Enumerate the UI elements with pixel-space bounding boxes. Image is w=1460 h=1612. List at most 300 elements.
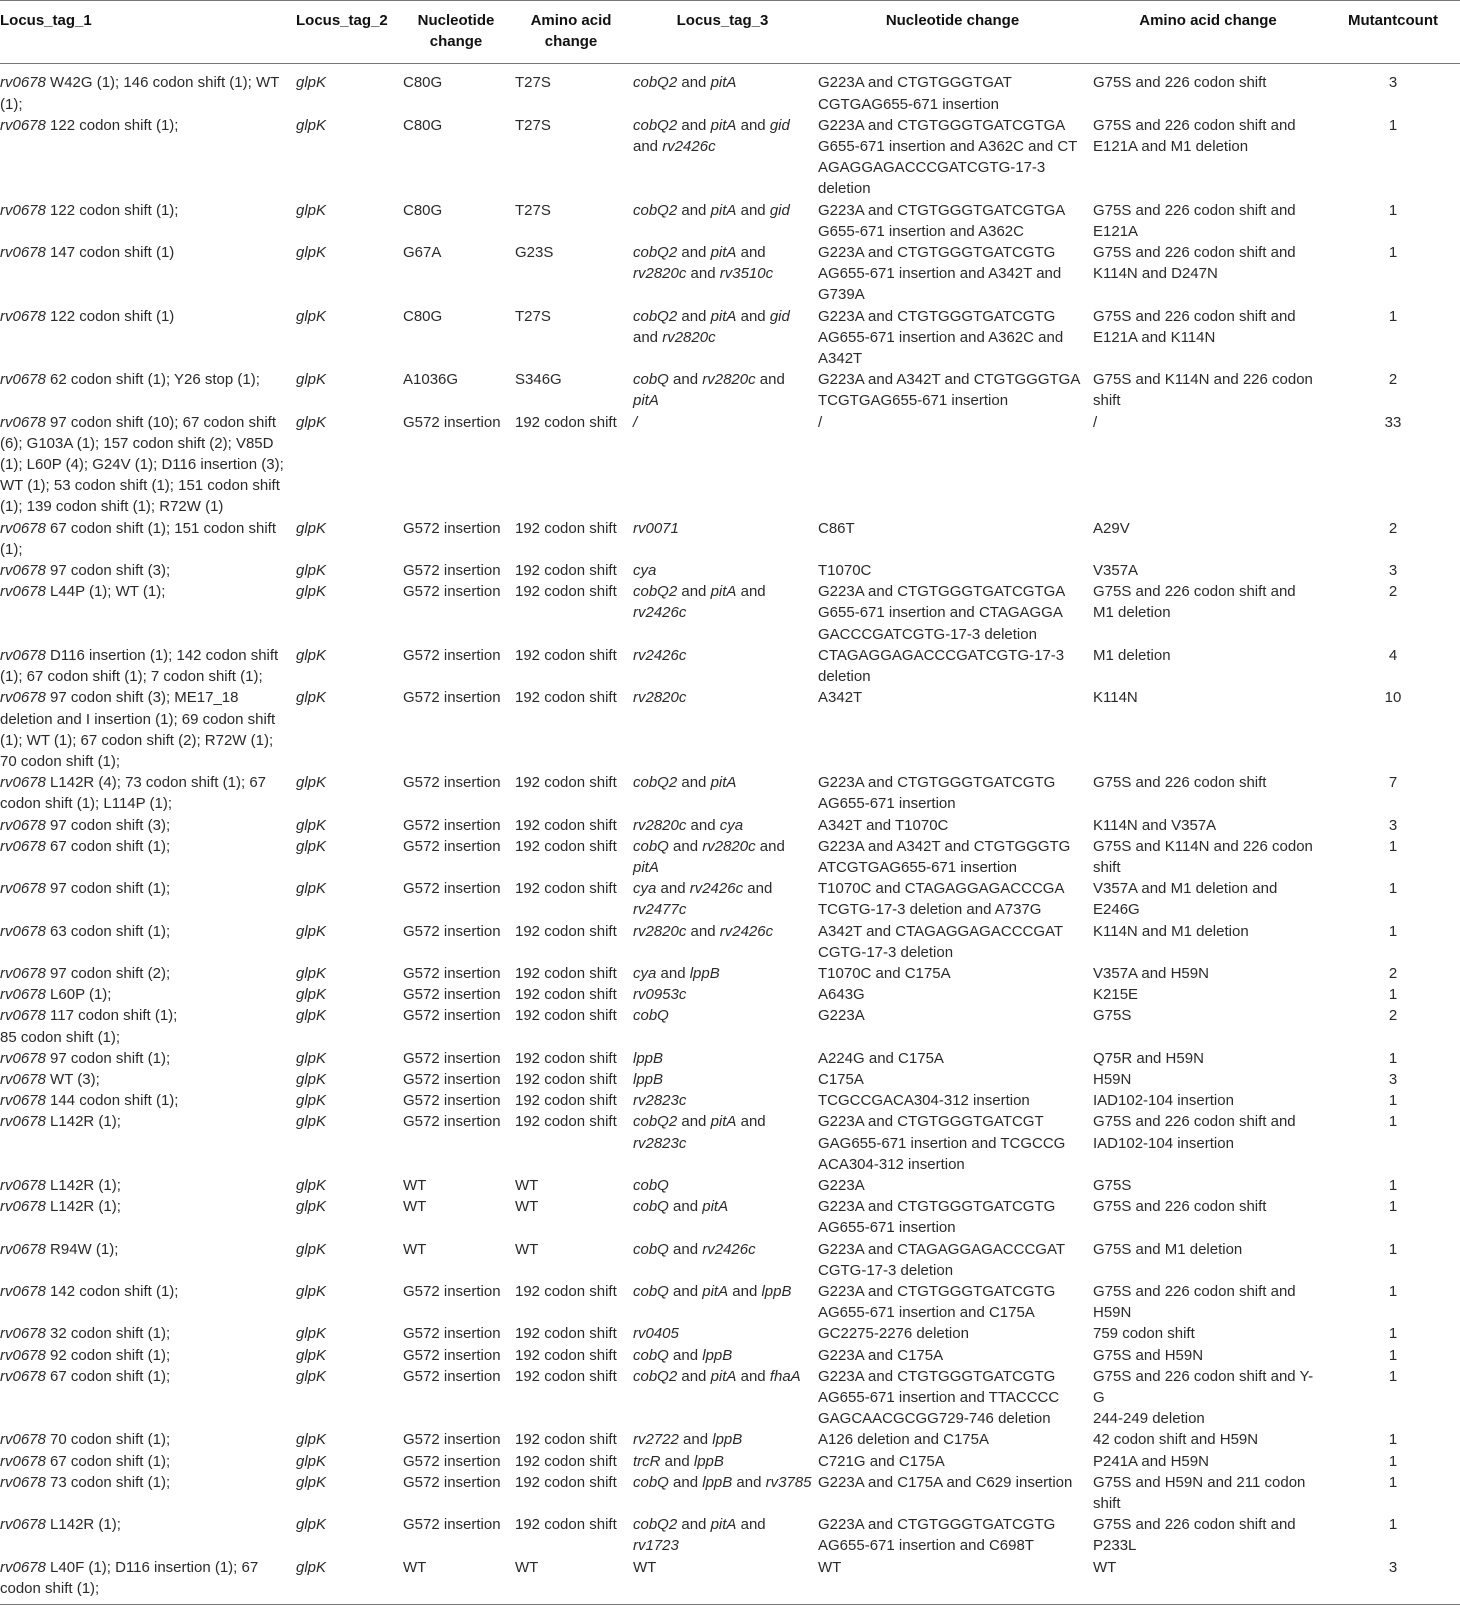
nucleotide-change-2-cell: G223A and A342T and CTGTGGGTGA TCGTGAG655-671 insertion — [818, 371, 1081, 410]
nucleotide-change-1-cell: G572 insertion — [403, 1282, 501, 1300]
nucleotide-change-2-cell: C721G and C175A — [818, 1452, 945, 1470]
locus-tag-3-cell — [630, 1323, 815, 1344]
table-body — [0, 64, 1460, 1605]
mutant-count-cell: 2 — [1388, 964, 1398, 982]
locus-tag-2-cell — [290, 963, 400, 984]
nucleotide-change-2-cell: A342T — [818, 689, 863, 707]
amino-acid-change-2-cell: V357A and H59N — [1093, 964, 1209, 982]
locus-tag-2-cell — [290, 412, 400, 518]
table-row — [0, 306, 1460, 370]
gene-name: cya — [633, 562, 657, 580]
nucleotide-change-2-cell: G223A — [818, 1176, 865, 1194]
gene-name: rv0678 — [0, 562, 46, 580]
nucleotide-change-2-cell: T1070C and CTAGAGGAGACCCGA TCGTG-17-3 deletion and A737G — [818, 880, 1065, 919]
amino-acid-change-1-cell: 192 codon shift — [515, 1452, 617, 1470]
table-row — [0, 1323, 1460, 1344]
gene-name: rv2426c — [633, 604, 687, 622]
conjunction: and — [656, 964, 690, 982]
nucleotide-change-1-cell: G572 insertion — [403, 922, 501, 940]
locus-tag-3-cell — [630, 306, 815, 370]
locus-tag-3-cell — [630, 581, 815, 645]
locus-tag-2-cell — [290, 878, 400, 920]
gene-name: rv2426c — [633, 646, 687, 664]
locus-tag-1-cell — [0, 921, 290, 963]
nucleotide-change-2-cell: G223A and CTGTGGGTGATCGT GAG655-671 insertion and TCGCCG ACA304-312 insertion — [818, 1113, 1066, 1173]
gene-name: pitA — [633, 392, 659, 410]
amino-acid-change-1-cell: 192 codon shift — [515, 583, 617, 601]
gene-name: glpK — [296, 837, 327, 855]
header-locus-tag-3: Locus_tag_3 — [630, 1, 815, 64]
conjunction: and — [736, 583, 766, 601]
gene-name: rv0678 — [0, 880, 46, 898]
locus-tag-2-cell — [290, 1451, 400, 1472]
gene-name: pitA — [710, 1113, 737, 1131]
gene-name: rv0678 — [0, 307, 46, 325]
gene-name: glpK — [296, 307, 327, 325]
locus-tag-1-cell — [0, 306, 290, 370]
table-row — [0, 200, 1460, 242]
mutant-count-cell: 1 — [1388, 1346, 1398, 1364]
gene-name: pitA — [710, 1367, 737, 1385]
mutation-text: 97 codon shift (3); — [45, 816, 171, 834]
nucleotide-change-2-cell: G223A and CTGTGGGTGATCGTG AG655-671 insertion — [818, 774, 1056, 813]
locus-tag-3-cell — [630, 878, 815, 920]
conjunction: and — [677, 1516, 711, 1534]
conjunction: and — [668, 371, 703, 389]
mutant-count-cell: 1 — [1388, 922, 1398, 940]
gene-name: rv0678 — [0, 986, 46, 1004]
table-row — [0, 772, 1460, 814]
gene-name: rv0678 — [0, 1431, 46, 1449]
locus-tag-2-cell — [290, 200, 400, 242]
gene-name: cobQ — [633, 1176, 669, 1194]
gene-name: glpK — [296, 201, 327, 219]
gene-name: lppB — [702, 1473, 733, 1491]
header-mutant-count: Mutantcount — [1326, 1, 1460, 64]
gene-name: rv0678 — [0, 1007, 46, 1025]
locus-tag-2-cell — [290, 1472, 400, 1514]
locus-tag-1-cell — [0, 412, 290, 518]
nucleotide-change-1-cell: G572 insertion — [403, 1113, 501, 1131]
gene-name: glpK — [296, 371, 327, 389]
gene-name: lppB — [693, 1452, 724, 1470]
table-row — [0, 1429, 1460, 1450]
amino-acid-change-2-cell: G75S and 226 codon shift — [1093, 774, 1267, 792]
amino-acid-change-2-cell: V357A and M1 deletion and E246G — [1093, 880, 1278, 919]
conjunction: and — [677, 307, 711, 325]
mutant-count-cell: 1 — [1388, 1198, 1398, 1216]
mutation-text: L142R (1); — [45, 1113, 121, 1131]
mutant-count-cell: 7 — [1388, 774, 1398, 792]
locus-tag-2-cell — [290, 1069, 400, 1090]
gene-name: cobQ — [633, 1198, 669, 1216]
nucleotide-change-2-cell: CTAGAGGAGACCCGATCGTG-17-3 deletion — [818, 646, 1065, 686]
nucleotide-change-2-cell: G223A and CTGTGGGTGATCGTG AG655-671 insertion and A342T and G739A — [818, 244, 1062, 304]
table-row — [0, 115, 1460, 200]
mutant-count-cell: 1 — [1388, 1516, 1398, 1534]
nucleotide-change-2-cell: G223A and A342T and CTGTGGGTG ATCGTGAG655-671 insertion — [818, 837, 1071, 876]
nucleotide-change-2-cell: G223A and CTGTGGGTGATCGTGA G655-671 insertion and A362C — [818, 201, 1066, 240]
nucleotide-change-1-cell: G572 insertion — [403, 1367, 501, 1385]
conjunction: and — [736, 244, 766, 262]
amino-acid-change-1-cell: 192 codon shift — [515, 519, 617, 537]
locus-tag-3-cell — [630, 1429, 815, 1450]
locus-tag-1-cell — [0, 1005, 290, 1047]
amino-acid-change-2-cell: G75S and 226 codon shift and E121A and M1 deletion — [1093, 116, 1296, 156]
nucleotide-change-2-cell: G223A and CTGTGGGTGATCGTG AG655-671 insertion and C698T — [818, 1516, 1056, 1555]
conjunction: and — [736, 1367, 770, 1385]
mutant-count-cell: 1 — [1388, 880, 1398, 898]
table-row — [0, 836, 1460, 878]
gene-name: glpK — [296, 964, 327, 982]
mutant-count-cell: 1 — [1388, 1049, 1398, 1067]
table-row — [0, 581, 1460, 645]
conjunction: and — [686, 922, 720, 940]
mutation-text: 122 codon shift (1); — [45, 116, 179, 134]
locus-tag-3-cell — [630, 963, 815, 984]
nucleotide-change-1-cell: G572 insertion — [403, 1516, 501, 1534]
amino-acid-change-1-cell: T27S — [515, 74, 551, 92]
amino-acid-change-1-cell: WT — [512, 1557, 630, 1605]
nucleotide-change-2-cell: T1070C and C175A — [818, 964, 951, 982]
nucleotide-change-1-cell: WT — [403, 1240, 427, 1258]
mutation-text: 97 codon shift (3); — [45, 562, 171, 580]
amino-acid-change-1-cell: 192 codon shift — [515, 774, 617, 792]
gene-name: rv0953c — [633, 986, 687, 1004]
locus-tag-3-cell — [630, 1239, 815, 1281]
amino-acid-change-2-cell: G75S and H59N — [1093, 1346, 1204, 1364]
table-row — [0, 1281, 1460, 1323]
gene-name: pitA — [710, 201, 737, 219]
locus-tag-2-cell — [290, 772, 400, 814]
locus-tag-3-cell — [630, 645, 815, 687]
gene-name: rv2820c — [633, 922, 687, 940]
gene-name: cobQ2 — [633, 74, 678, 92]
locus-tag-1-cell — [0, 560, 290, 581]
nucleotide-change-1-cell: G572 insertion — [403, 562, 501, 580]
table-row — [0, 815, 1460, 836]
locus-tag-2-cell — [290, 1005, 400, 1047]
nucleotide-change-1-cell: G572 insertion — [403, 816, 501, 834]
gene-name: rv0678 — [0, 1113, 46, 1131]
table-row — [0, 1005, 1460, 1047]
amino-acid-change-1-cell: WT — [515, 1198, 539, 1216]
gene-name: cobQ — [633, 1473, 669, 1491]
table-row — [0, 984, 1460, 1005]
conjunction: and — [686, 816, 720, 834]
mutant-count-cell: 4 — [1388, 646, 1398, 664]
conjunction: and — [743, 880, 773, 898]
locus-tag-1-cell — [0, 1472, 290, 1514]
gene-name: rv0678 — [0, 837, 46, 855]
table-row — [0, 1048, 1460, 1069]
amino-acid-change-2-cell: / — [1093, 413, 1098, 431]
amino-acid-change-1-cell: 192 codon shift — [515, 837, 617, 855]
conjunction: and — [736, 307, 770, 325]
gene-name: cobQ — [633, 1282, 669, 1300]
gene-name: glpK — [296, 413, 327, 431]
gene-name: rv0678 — [0, 1325, 46, 1343]
gene-name: glpK — [296, 1240, 327, 1258]
nucleotide-change-2-cell: TCGCCGACA304-312 insertion — [818, 1092, 1030, 1110]
locus-tag-2-cell — [290, 645, 400, 687]
locus-tag-3-cell — [630, 412, 815, 518]
conjunction: and — [677, 244, 711, 262]
locus-tag-2-cell — [290, 836, 400, 878]
locus-tag-2-cell — [290, 242, 400, 306]
nucleotide-change-1-cell: G572 insertion — [403, 774, 501, 792]
table-row — [0, 1111, 1460, 1175]
nucleotide-change-1-cell: G572 insertion — [403, 689, 501, 707]
nucleotide-change-1-cell: C80G — [403, 74, 443, 92]
locus-tag-3-cell — [630, 560, 815, 581]
locus-tag-1-cell — [0, 772, 290, 814]
gene-name: glpK — [296, 1007, 327, 1025]
gene-name: / — [633, 413, 638, 431]
gene-name: rv0678 — [0, 1367, 46, 1385]
gene-name: lppB — [689, 964, 720, 982]
locus-tag-1-cell — [0, 963, 290, 984]
mutant-count-cell: 1 — [1388, 1092, 1398, 1110]
mutant-count-cell: 1 — [1388, 1176, 1398, 1194]
mutant-count-cell: 3 — [1388, 1070, 1398, 1088]
mutant-count-cell: 1 — [1388, 1452, 1398, 1470]
conjunction: and — [633, 138, 663, 156]
amino-acid-change-2-cell: G75S — [1093, 1176, 1132, 1194]
nucleotide-change-1-cell: G572 insertion — [403, 519, 501, 537]
nucleotide-change-2-cell: G223A and CTGTGGGTGATCGTG AG655-671 insertion — [818, 1198, 1056, 1237]
conjunction: and — [677, 583, 711, 601]
mutation-text: 70 codon shift (1); — [45, 1431, 171, 1449]
gene-name: rv0678 — [0, 816, 46, 834]
locus-tag-1-cell — [0, 1323, 290, 1344]
amino-acid-change-1-cell: 192 codon shift — [515, 1092, 617, 1110]
amino-acid-change-1-cell: 192 codon shift — [515, 816, 617, 834]
conjunction: and — [677, 201, 711, 219]
amino-acid-change-1-cell: 192 codon shift — [515, 1049, 617, 1067]
locus-tag-1-cell — [0, 1451, 290, 1472]
table-row — [0, 687, 1460, 772]
nucleotide-change-2-cell: C86T — [818, 519, 855, 537]
locus-tag-1-cell — [0, 115, 290, 200]
gene-name: cobQ2 — [633, 1367, 678, 1385]
locus-tag-3-cell — [630, 921, 815, 963]
locus-tag-3-cell — [630, 815, 815, 836]
gene-name: gid — [769, 307, 790, 325]
gene-name: cobQ2 — [633, 307, 678, 325]
gene-name: rv0678 — [0, 1092, 46, 1110]
locus-tag-1-cell — [0, 1281, 290, 1323]
gene-name: glpK — [296, 519, 327, 537]
header-amino-acid-change-2: Amino acid change — [1090, 1, 1326, 64]
gene-name: glpK — [296, 74, 327, 92]
gene-name: glpK — [296, 1558, 327, 1576]
gene-name: rv0678 — [0, 646, 46, 664]
locus-tag-3-cell — [630, 200, 815, 242]
gene-name: glpK — [296, 922, 327, 940]
gene-name: cobQ — [633, 1240, 669, 1258]
locus-tag-2-cell — [290, 921, 400, 963]
gene-name: pitA — [710, 116, 737, 134]
locus-tag-2-cell — [290, 1175, 400, 1196]
locus-tag-1-cell — [0, 1196, 290, 1238]
gene-name: glpK — [296, 1176, 327, 1194]
mutation-text: WT (3); — [45, 1070, 100, 1088]
amino-acid-change-1-cell: T27S — [515, 201, 551, 219]
amino-acid-change-1-cell: 192 codon shift — [515, 1282, 617, 1300]
conjunction: and — [678, 1431, 713, 1449]
mutation-text: L60P (1); — [45, 986, 112, 1004]
amino-acid-change-2-cell: IAD102-104 insertion — [1093, 1092, 1234, 1110]
amino-acid-change-1-cell: 192 codon shift — [515, 689, 617, 707]
table-row — [0, 1472, 1460, 1514]
locus-tag-1-cell — [0, 1048, 290, 1069]
amino-acid-change-1-cell: S346G — [515, 371, 562, 389]
nucleotide-change-1-cell: G572 insertion — [403, 964, 501, 982]
gene-name: glpK — [296, 562, 327, 580]
gene-name: glpK — [296, 1198, 327, 1216]
locus-tag-1-cell — [0, 1090, 290, 1111]
table-row — [0, 1514, 1460, 1556]
gene-name: rv0678 — [0, 116, 46, 134]
locus-tag-2-cell — [290, 581, 400, 645]
nucleotide-change-1-cell: WT — [403, 1198, 427, 1216]
nucleotide-change-1-cell: G572 insertion — [403, 1346, 501, 1364]
locus-tag-3-cell — [630, 1111, 815, 1175]
mutation-text: 97 codon shift (2); — [45, 964, 171, 982]
locus-tag-1-cell — [0, 64, 290, 115]
mutant-count-cell: 1 — [1388, 837, 1398, 855]
mutation-text: 32 codon shift (1); — [45, 1325, 171, 1343]
locus-tag-3-cell — [630, 1514, 815, 1556]
gene-name: rv0678 — [0, 1198, 46, 1216]
locus-tag-2-cell — [290, 1196, 400, 1238]
gene-name: glpK — [296, 1092, 327, 1110]
gene-name: pitA — [710, 774, 737, 792]
amino-acid-change-1-cell: 192 codon shift — [515, 562, 617, 580]
conjunction: and — [677, 74, 711, 92]
amino-acid-change-1-cell: 192 codon shift — [515, 986, 617, 1004]
amino-acid-change-1-cell: G23S — [515, 244, 554, 262]
table-row — [0, 1345, 1460, 1366]
locus-tag-3-cell — [630, 1345, 815, 1366]
gene-name: cobQ — [633, 1007, 669, 1025]
gene-name: rv0678 — [0, 1240, 46, 1258]
mutation-text: 97 codon shift (1); — [45, 1049, 171, 1067]
mutant-count-cell: 1 — [1388, 1113, 1398, 1131]
locus-tag-3-cell — [630, 1472, 815, 1514]
nucleotide-change-2-cell: A126 deletion and C175A — [818, 1431, 989, 1449]
amino-acid-change-1-cell: 192 codon shift — [515, 1070, 617, 1088]
mutant-count-cell: 3 — [1388, 816, 1398, 834]
amino-acid-change-2-cell: K215E — [1093, 986, 1139, 1004]
locus-tag-3-cell — [630, 687, 815, 772]
gene-name: cobQ2 — [633, 1516, 678, 1534]
gene-name: rv0678 — [0, 1516, 46, 1534]
conjunction: and — [677, 774, 711, 792]
conjunction: and — [668, 1282, 703, 1300]
locus-tag-2-cell — [290, 1323, 400, 1344]
nucleotide-change-2-cell: A342T and T1070C — [818, 816, 949, 834]
conjunction: and — [633, 328, 663, 346]
mutant-count-cell: 1 — [1388, 1367, 1398, 1385]
nucleotide-change-2-cell: A342T and CTAGAGGAGACCCGAT CGTG-17-3 deletion — [818, 922, 1064, 961]
gene-name: rv2823c — [633, 1134, 687, 1152]
mutation-text: 73 codon shift (1); — [45, 1473, 171, 1491]
locus-tag-2-cell — [290, 1345, 400, 1366]
mutation-text: 63 codon shift (1); — [45, 922, 171, 940]
mutation-text: L40F (1); D116 insertion (1); 67 codon shift (1); — [0, 1558, 259, 1597]
conjunction: and — [668, 1346, 703, 1364]
gene-name: cobQ2 — [633, 1113, 678, 1131]
mutant-count-cell: 2 — [1388, 519, 1398, 537]
locus-tag-1-cell — [0, 1069, 290, 1090]
locus-tag-2-cell — [290, 64, 400, 115]
mutant-count-cell: 1 — [1388, 1431, 1398, 1449]
gene-name: pitA — [710, 74, 737, 92]
gene-name: pitA — [702, 1282, 729, 1300]
conjunction: and — [656, 880, 690, 898]
locus-tag-2-cell — [290, 1281, 400, 1323]
mutant-count-cell: 2 — [1388, 583, 1398, 601]
amino-acid-change-1-cell: WT — [515, 1240, 539, 1258]
mutant-count-cell: 1 — [1388, 244, 1398, 262]
gene-name: glpK — [296, 1325, 327, 1343]
table-row — [0, 518, 1460, 560]
amino-acid-change-1-cell: 192 codon shift — [515, 922, 617, 940]
mutation-text: 97 codon shift (3); ME17_18 deletion and I insertion (1); 69 codon shift (1); WT (1); 67 codon shift (2); R72W (1); 70 codon shift (1); — [0, 689, 276, 770]
table-row — [0, 1239, 1460, 1281]
mutation-text: 122 codon shift (1) — [45, 307, 175, 325]
locus-tag-1-cell — [0, 518, 290, 560]
locus-tag-1-cell — [0, 1514, 290, 1556]
mutant-count-cell: 2 — [1388, 371, 1398, 389]
mutation-text: L142R (1); — [45, 1516, 121, 1534]
amino-acid-change-2-cell: K114N and M1 deletion — [1093, 922, 1249, 940]
gene-name: lppB — [712, 1431, 743, 1449]
amino-acid-change-1-cell: 192 codon shift — [515, 646, 617, 664]
gene-name: glpK — [296, 774, 327, 792]
amino-acid-change-1-cell: 192 codon shift — [515, 1367, 617, 1385]
locus-tag-3-cell — [630, 1090, 815, 1111]
gene-name: rv3785 — [765, 1473, 812, 1491]
conjunction: and — [732, 1473, 766, 1491]
conjunction: and — [736, 116, 770, 134]
locus-tag-3-cell — [630, 1048, 815, 1069]
gene-name: rv0071 — [633, 519, 679, 537]
locus-tag-1-cell — [0, 645, 290, 687]
conjunction: and — [686, 265, 720, 283]
amino-acid-change-2-cell: G75S and 226 codon shift and Y- G 244-249 deletion — [1093, 1367, 1314, 1428]
nucleotide-change-2-cell: G223A and CTAGAGGAGACCCGAT CGTG-17-3 deletion — [818, 1240, 1066, 1279]
gene-name: rv0678 — [0, 244, 46, 262]
gene-name: trcR — [633, 1452, 661, 1470]
header-nucleotide-change-2: Nucleotide change — [815, 1, 1090, 64]
mutation-text: 62 codon shift (1); Y26 stop (1); — [45, 371, 260, 389]
nucleotide-change-1-cell: G572 insertion — [403, 880, 501, 898]
nucleotide-change-2-cell: C175A — [818, 1070, 864, 1088]
mutant-count-cell: 1 — [1388, 1325, 1398, 1343]
amino-acid-change-2-cell: G75S and K114N and 226 codon shift — [1093, 837, 1313, 876]
conjunction: and — [728, 1282, 762, 1300]
locus-tag-2-cell — [290, 1429, 400, 1450]
gene-name: rv0678 — [0, 964, 46, 982]
amino-acid-change-1-cell: 192 codon shift — [515, 1113, 617, 1131]
gene-name: rv2820c — [702, 371, 756, 389]
gene-name: rv1723 — [633, 1537, 679, 1555]
gene-name: rv2477c — [633, 901, 687, 919]
gene-name: glpK — [296, 583, 327, 601]
